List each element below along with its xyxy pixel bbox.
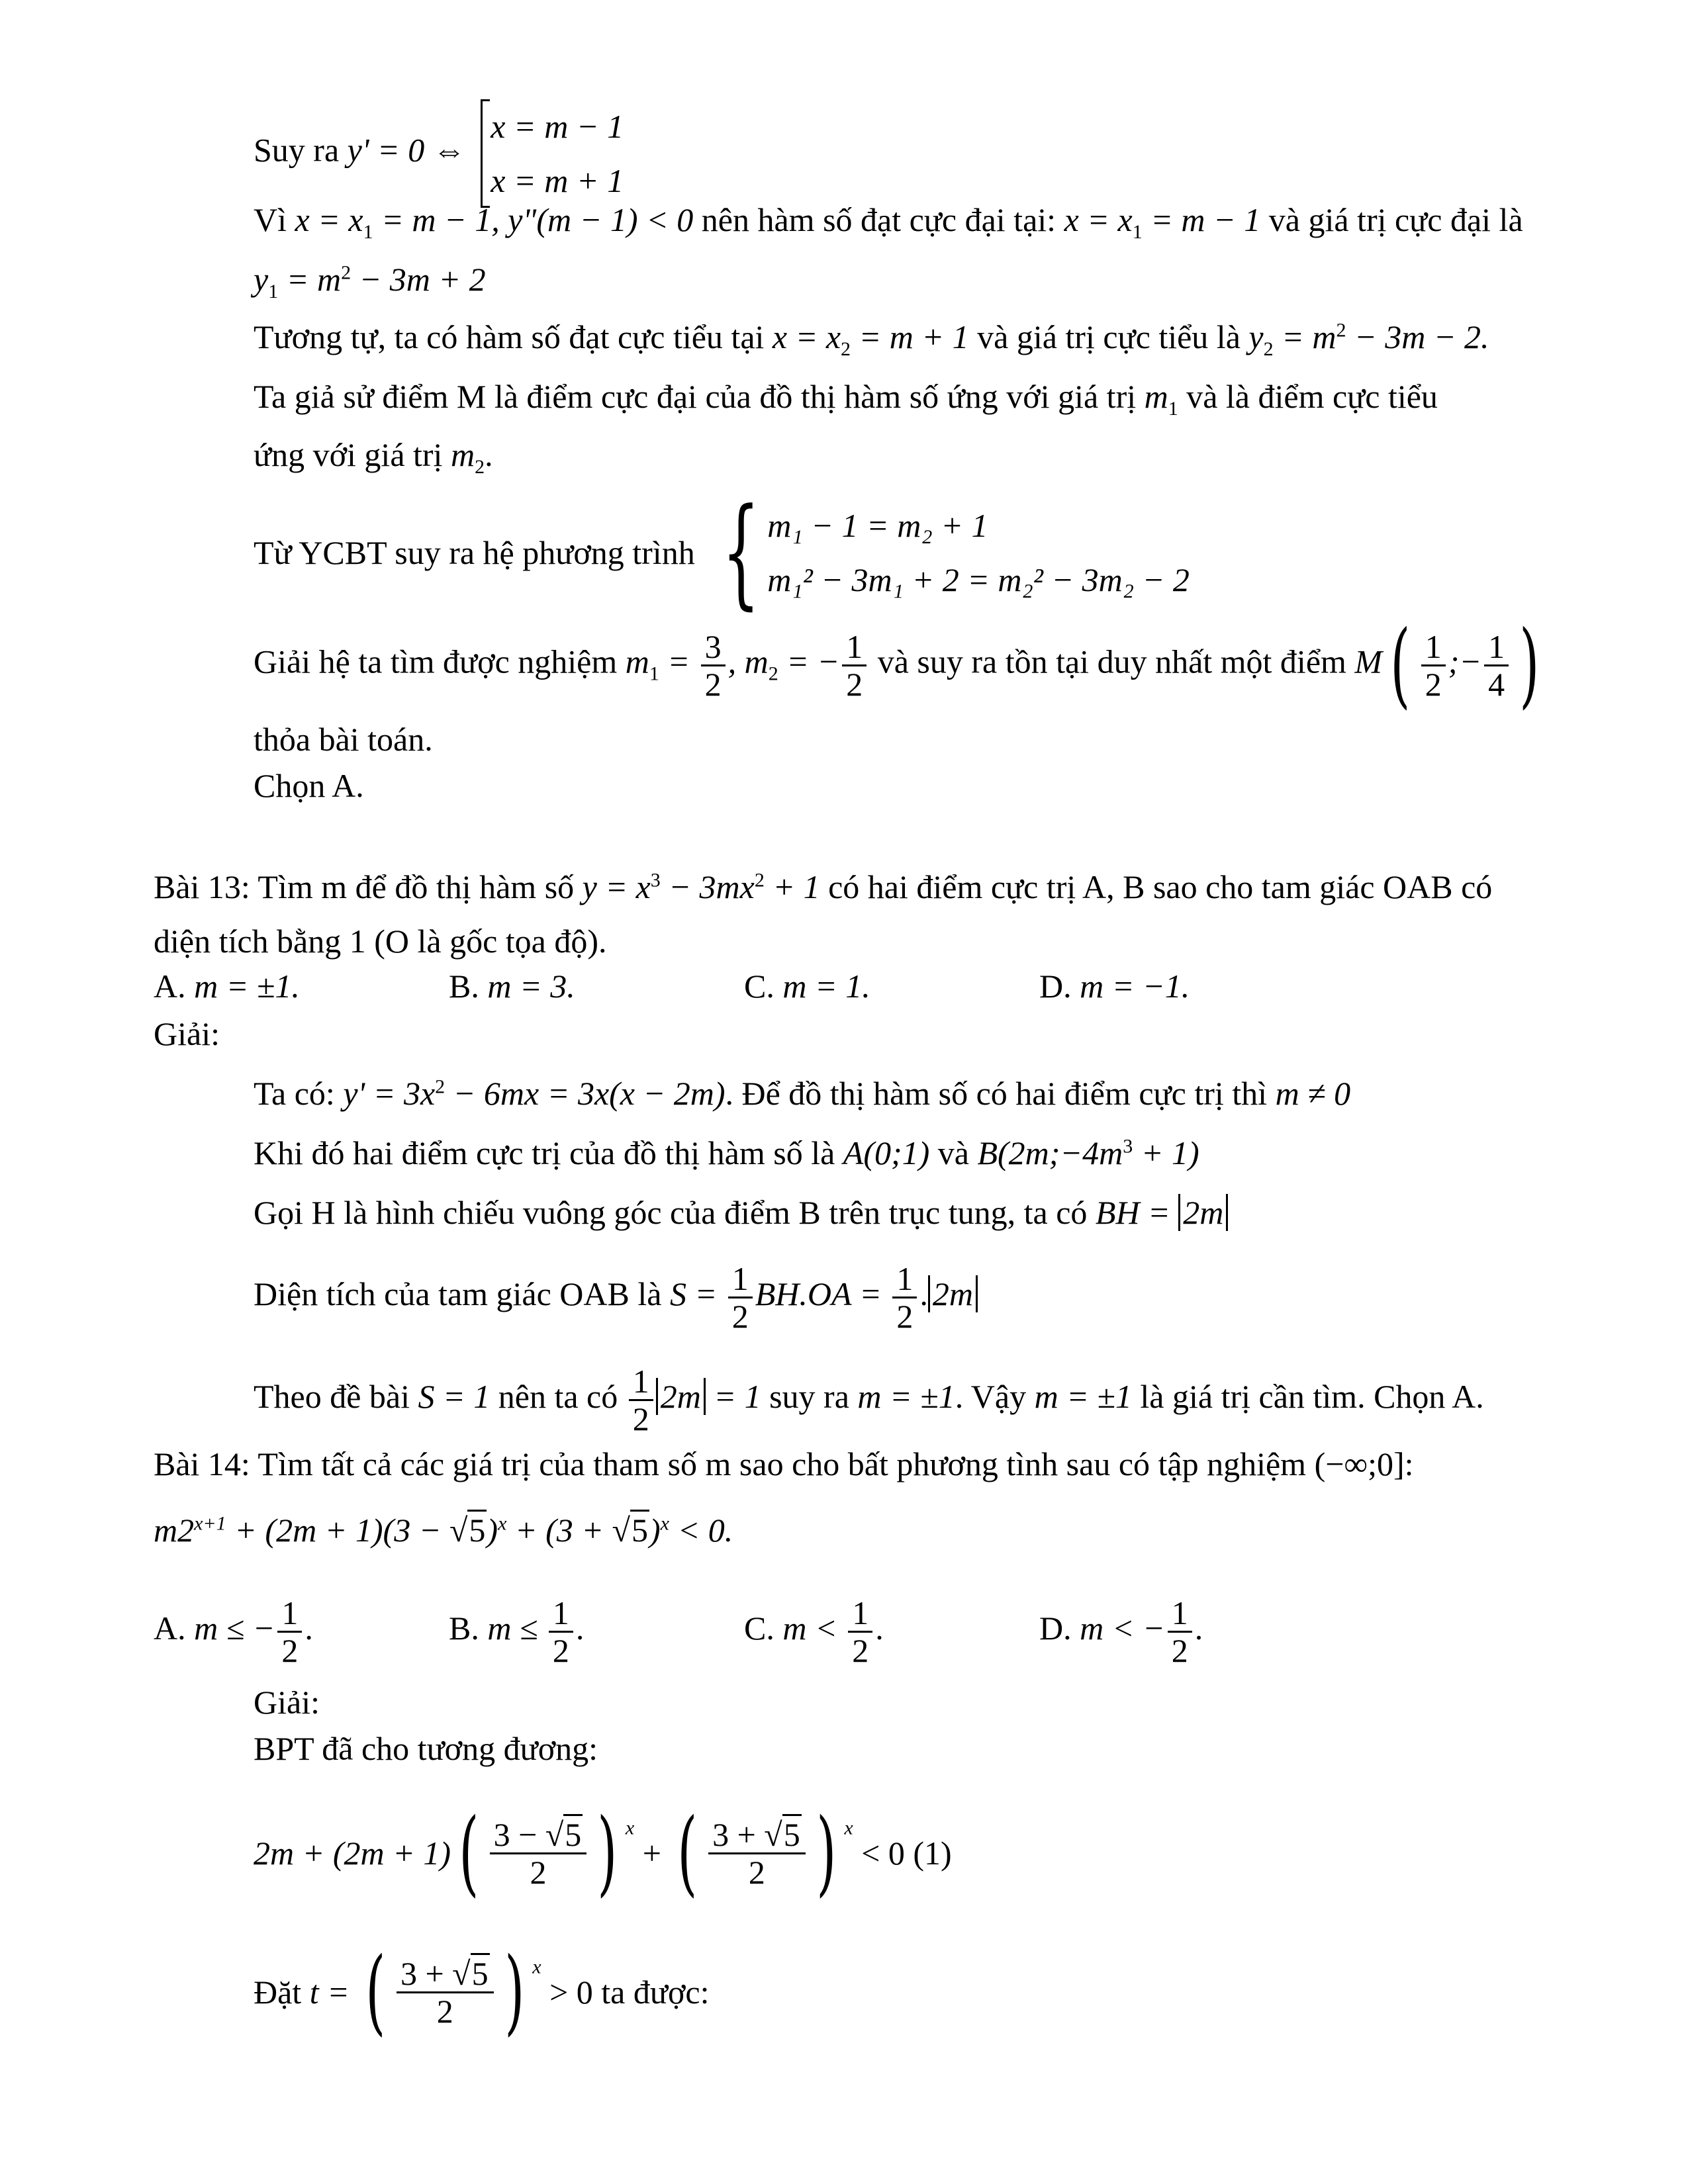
line-gia-su [254, 375, 1438, 418]
line-ung-voi [254, 433, 493, 476]
bai-14-bpt: BPT đã cho tương đương: [254, 1730, 598, 1767]
superscript: 2 [1336, 319, 1346, 341]
fraction: $\frac{1}{2}$ [842, 629, 867, 702]
fraction: $\frac{1}{2}$ [549, 1595, 573, 1668]
equation-1-line: 2m + (2m + 1)( $\frac{3 - √5}{2}$ ) $^x$ + ( $\frac{3 + √5}{2}$ ) $^x$ < 0 (1) [254, 1799, 952, 1907]
math: − 3m − 2. [1346, 318, 1489, 355]
case-bracket [481, 99, 624, 208]
solution-line-3: Gọi H là hình chiếu vuông góc của điểm B trên trục tung, ta có BH = 2m [254, 1191, 1228, 1234]
bai-14-option-a: A. m ≤ − $\frac{1}{2}$ . [154, 1594, 313, 1669]
math: = m − 1, y"(m − 1) < 0 [373, 201, 694, 238]
line-giai-he [254, 611, 1548, 719]
bai-14-option-d: D. m < − $\frac{1}{2}$ . [1039, 1594, 1203, 1669]
case-1: x = m − 1 [491, 108, 624, 145]
subscript: 2 [768, 662, 778, 685]
math: y' = 0 ⇔ [347, 131, 466, 169]
text: và giá trị cực đại là [1260, 201, 1523, 238]
math: x = x [1064, 201, 1133, 238]
text: Giải hệ ta tìm được nghiệm [254, 643, 626, 680]
bai-14-option-b: B. m ≤ $\frac{1}{2}$ . [449, 1594, 585, 1669]
math: y [254, 261, 269, 298]
text: Từ YCBT suy ra hệ phương trình [254, 534, 695, 571]
subscript: 2 [1263, 338, 1274, 360]
math: , m [727, 643, 769, 680]
math: m [1144, 378, 1168, 415]
fraction: $\frac{1}{2}$ [1168, 1595, 1192, 1668]
line-he-phuong-trinh [254, 483, 1190, 621]
paren-right: ) [1519, 611, 1540, 719]
math: m [450, 436, 475, 473]
bai-14-inequality: $m2^{x+1} + (2m + 1)(3 - √5)^x + (3 + √5)^x < 0$. [154, 1509, 733, 1551]
fraction: $\frac{3 + √5}{2}$ [708, 1817, 806, 1890]
text: Suy ra [254, 131, 348, 169]
math: − 3m + 2 [351, 261, 486, 298]
equation-1: m₁ − 1 = m₂ + 1 [767, 507, 988, 544]
fraction: $\frac{1}{4}$ [1484, 629, 1509, 702]
line-y1 [254, 258, 486, 300]
paren-left: ( [1390, 611, 1411, 719]
substitution-line: Đặt t = ( $\frac{3 + √5}{2}$ ) $^x$ > 0 ta được: [254, 1938, 710, 2046]
subscript: 2 [841, 338, 851, 360]
fraction: $\frac{1}{2}$ [277, 1595, 302, 1668]
text: có hai điểm cực trị A, B sao cho tam giác OAB có [820, 868, 1493, 905]
subscript: 1 [1132, 221, 1143, 243]
line-tuong-tu [254, 316, 1489, 358]
superscript: 2 [754, 869, 765, 891]
math: = m − 1 [1142, 201, 1261, 238]
fraction: $\frac{1}{2}$ [892, 1261, 917, 1334]
bai-13-option-d: D. m = −1. [1039, 968, 1190, 1005]
fraction: $\frac{3 - √5}{2}$ [490, 1817, 587, 1890]
math: x = x [772, 318, 841, 355]
text: thỏa bài toán. [254, 721, 433, 758]
fraction: $\frac{1}{2}$ [1421, 629, 1446, 702]
text: và suy ra tồn tại duy nhất một điểm [869, 643, 1355, 680]
fraction: $\frac{3}{2}$ [701, 629, 726, 702]
text: Tương tự, ta có hàm số đạt cực tiểu tại [254, 318, 773, 355]
math: y [1248, 318, 1264, 355]
math: = m [1273, 318, 1336, 355]
sqrt-icon: √ [449, 1512, 468, 1549]
subscript: 1 [649, 662, 659, 685]
math: − 3mx [660, 868, 755, 905]
text: Vì [254, 201, 295, 238]
text: nên hàm số đạt cực đại tại: [693, 201, 1064, 238]
absolute-value: 2m [1178, 1194, 1228, 1231]
line-vi [254, 199, 1523, 241]
text: Ta giả sử điểm M là điểm cực đại của đồ thị hàm số ứng với giá trị [254, 378, 1145, 415]
sqrt-icon: √ [545, 1815, 564, 1853]
bai-14-option-c: C. m < $\frac{1}{2}$ . [744, 1594, 884, 1669]
bai-13-title [154, 866, 1492, 908]
math: ;− [1448, 643, 1482, 680]
math: = m [278, 261, 342, 298]
math: = − [778, 643, 840, 680]
bai-14-title: Bài 14: Tìm tất cả các giá trị của tham số m sao cho bất phương tình sau có tập nghiệm (−∞;0]: [154, 1445, 1414, 1482]
solution-line-2: Khi đó hai điểm cực trị của đồ thị hàm số là A(0;1) và $B(2m;-4m^3 + 1)$ [254, 1134, 1199, 1171]
text: diện tích bằng 1 (O là gốc tọa độ). [154, 923, 607, 960]
bai-14-giai: Giải: [254, 1684, 320, 1721]
text: ứng với giá trị [254, 436, 451, 473]
math: = [659, 643, 698, 680]
math: x = x [295, 201, 363, 238]
sqrt-icon: √ [452, 1954, 471, 1992]
fraction: $\frac{1}{2}$ [848, 1595, 872, 1668]
solution-line-1: Ta có: $y' = 3x^2 - 6mx = 3x(x - 2m)$. Để đồ thị hàm số có hai điểm cực trị thì m ≠ 0 [254, 1075, 1351, 1112]
system [767, 498, 1190, 607]
subscript: 1 [268, 281, 279, 302]
subscript: 1 [1168, 398, 1178, 420]
superscript: 3 [650, 869, 661, 891]
absolute-value: 2m [656, 1378, 706, 1415]
text: và giá trị cực tiểu là [968, 318, 1249, 355]
case-2: x = m + 1 [491, 162, 624, 199]
text: . [485, 436, 493, 473]
solution-line-4: Diện tích của tam giác OAB là S = $\frac{1}{2}$ BH.OA = $\frac{1}{2}$ . 2m [254, 1261, 978, 1334]
math: = m + 1 [851, 318, 969, 355]
equation-2: m₁² − 3m₁ + 2 = m₂² − 3m₂ − 2 [767, 561, 1190, 598]
subscript: 2 [475, 456, 485, 478]
math: M [1354, 643, 1383, 680]
bai-13-line2 [154, 920, 607, 962]
text: và là điểm cực tiểu [1178, 378, 1438, 415]
bai-13-option-a: A. m = ±1. [154, 968, 300, 1005]
math: y = x [582, 868, 651, 905]
solution-line-5: Theo đề bài S = 1 nên ta có $\frac{1}{2}$ 2m = 1 suy ra m = ±1. Vậy m = ±1 là giá trị cần tìm. Chọn A. [254, 1363, 1484, 1437]
superscript: 2 [341, 261, 352, 284]
fraction: $\frac{1}{2}$ [629, 1363, 653, 1437]
brace: { [722, 483, 761, 621]
line-thoa [254, 718, 433, 760]
line-chon [254, 764, 364, 807]
sqrt-icon: √ [764, 1815, 782, 1853]
line-suy-ra [254, 99, 624, 208]
giai-label: Giải: [154, 1015, 220, 1052]
bai-13-option-c: C. m = 1. [744, 968, 870, 1005]
text: Bài 13: Tìm m để đồ thị hàm số [154, 868, 583, 905]
fraction: $\frac{3 + √5}{2}$ [397, 1956, 494, 2029]
absolute-value: 2m [928, 1275, 978, 1312]
text: Chọn A. [254, 767, 364, 804]
math: + 1 [764, 868, 820, 905]
subscript: 1 [363, 221, 373, 243]
sqrt-icon: √ [612, 1512, 630, 1549]
math: m [625, 643, 649, 680]
fraction: $\frac{1}{2}$ [728, 1261, 753, 1334]
bai-13-option-b: B. m = 3. [449, 968, 575, 1005]
